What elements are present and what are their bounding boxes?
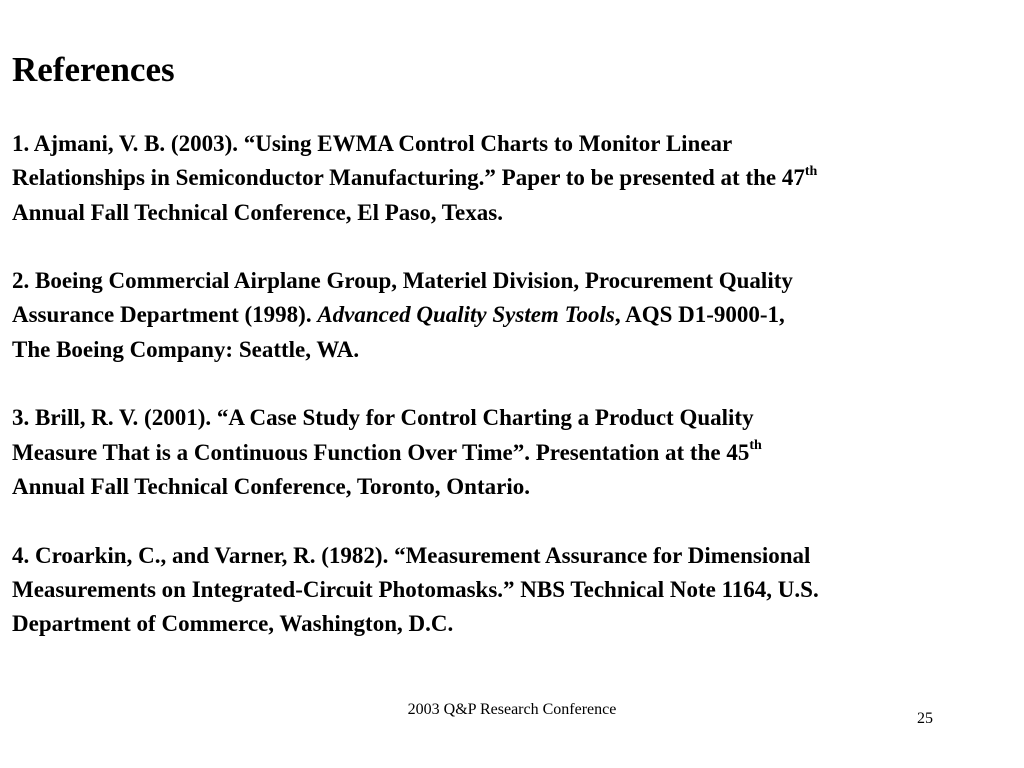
reference-text: 1. Ajmani, V. B. (2003). “Using EWMA Control Charts to Monitor Linear xyxy=(12,131,733,156)
reference-item xyxy=(12,127,1016,230)
reference-line xyxy=(12,573,1016,607)
reference-text: , AQS D1-9000-1, xyxy=(614,302,785,328)
reference-text: Annual Fall Technical Conference, El Paso, Texas. xyxy=(12,199,503,225)
reference-italic-title: Advanced Quality System Tools xyxy=(317,302,615,328)
reference-line xyxy=(12,161,1016,195)
reference-text: Assurance Department (1998). xyxy=(12,302,318,328)
reference-text: Measure That is a Continuous Function Over Time”. Presentation at the 45 xyxy=(12,439,750,465)
reference-line xyxy=(12,127,1016,161)
reference-item xyxy=(12,539,1016,642)
reference-line xyxy=(12,196,1016,230)
reference-text: Annual Fall Technical Conference, Toronto, Ontario. xyxy=(12,473,530,499)
reference-text: Measurements on Integrated-Circuit Photomasks.” NBS Technical Note 1164, U.S. xyxy=(12,576,819,602)
footer-conference-name: 2003 Q&P Research Conference xyxy=(407,701,617,718)
reference-text: The Boeing Company: Seattle, WA. xyxy=(12,336,360,362)
ordinal-superscript: th xyxy=(749,438,762,454)
reference-line xyxy=(12,264,1016,298)
reference-text: Relationships in Semiconductor Manufacturing.” Paper to be presented at the 47 xyxy=(12,165,805,191)
reference-line xyxy=(12,436,1016,470)
reference-line xyxy=(12,470,1016,504)
reference-item xyxy=(12,401,1016,504)
reference-item xyxy=(12,264,1016,367)
reference-line xyxy=(12,333,1016,367)
slide-title: References xyxy=(12,50,175,89)
reference-line xyxy=(12,607,1016,641)
reference-list xyxy=(12,127,1016,676)
reference-text: Department of Commerce, Washington, D.C. xyxy=(12,611,454,637)
reference-text: 3. Brill, R. V. (2001). “A Case Study for Control Charting a Product Quality xyxy=(12,405,754,431)
reference-line xyxy=(12,539,1016,573)
ordinal-superscript: th xyxy=(804,163,818,179)
reference-text: 2. Boeing Commercial Airplane Group, Materiel Division, Procurement Quality xyxy=(12,268,793,294)
page-number: 25 xyxy=(917,710,933,727)
reference-text: 4. Croarkin, C., and Varner, R. (1982). “Measurement Assurance for Dimensional xyxy=(12,542,811,568)
reference-line xyxy=(12,401,1016,435)
reference-line xyxy=(12,298,1016,332)
